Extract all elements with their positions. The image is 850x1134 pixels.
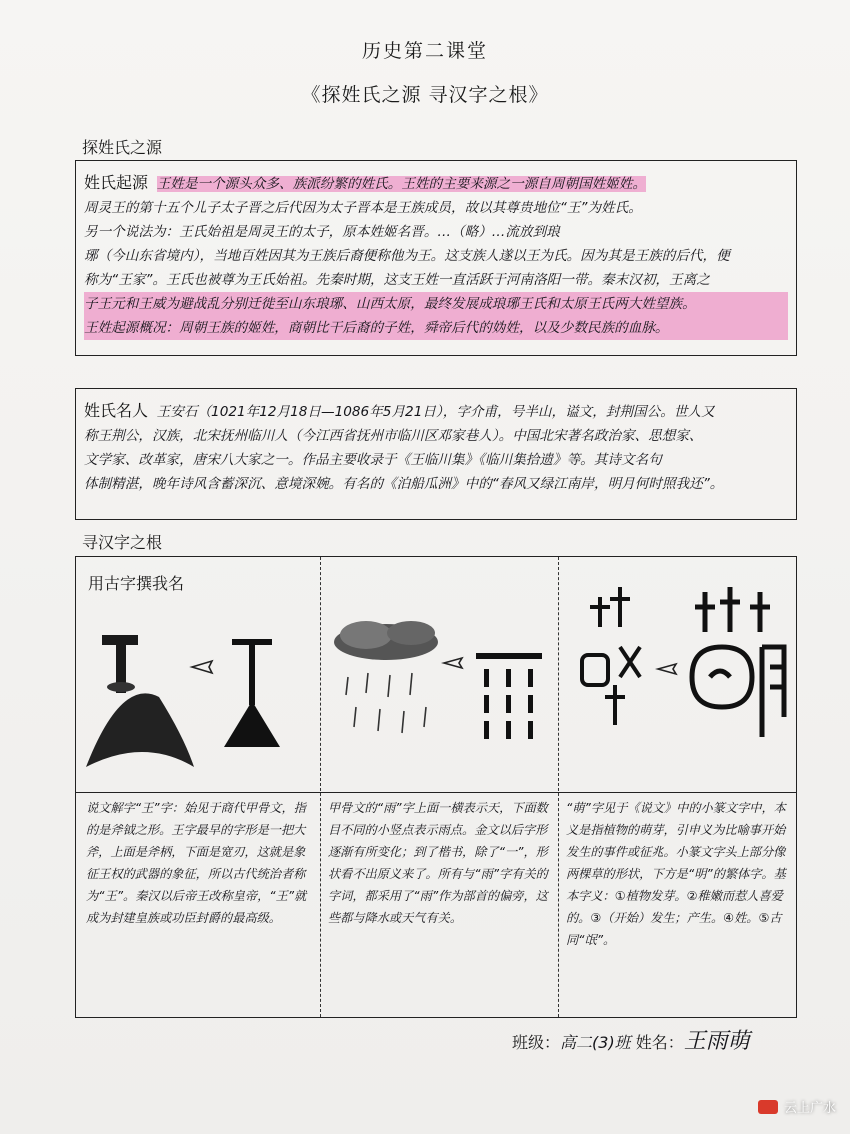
page-subtitle: 《探姓氏之源 寻汉字之根》: [301, 84, 549, 106]
origin-label: 姓氏起源: [84, 173, 149, 192]
hanzi-text-meng: “萌”字见于《说文》中的小篆文字中，本义是指植物的萌芽，引申义为比喻事开始发生的事件或征兆。小篆文字头上部分像两棵草的形状，下方是“明”的繁体字。基本字义：①植物发芽。②稚嫩而惹人喜爱的。③（开始）发生；产生。④姓。⑤古同“氓”。: [566, 801, 786, 947]
student-info: [512, 1030, 750, 1055]
yu-evolution-drawing: [326, 617, 556, 777]
famous-label: 姓氏名人: [84, 401, 149, 420]
watermark-text: 云上广水: [783, 1101, 836, 1116]
famous-line: 文学家、改革家，唐宋八大家之一。作品主要收录于《王临川集》《临川集拾遗》等。其诗文名句: [84, 452, 662, 468]
famous-line: 王安石（1021年12月18日—1086年5月21日），字介甫，号半山，谥文，封荆国公。世人又: [156, 404, 715, 420]
famous-text: [84, 399, 788, 496]
origin-text: [84, 171, 788, 340]
origin-line: 周灵王的第十五个儿子太子晋之后代因为太子晋本是王族成员，故以其尊贵地位“王”为姓氏。: [84, 200, 642, 216]
meng-glyph: [692, 587, 784, 737]
wang-evolution-drawing: [84, 617, 314, 787]
divider-1: [320, 557, 321, 1017]
origin-line: 王姓起源概况：周朝王族的姬姓，商朝比干后裔的子姓，舜帝后代的妫姓，以及少数民族的血脉。: [84, 316, 788, 340]
origin-line: 王姓是一个源头众多、族派纷繁的姓氏。王姓的主要来源之一源自周朝国姓姬姓。: [156, 176, 647, 192]
logo-icon: [758, 1100, 778, 1114]
hanzi-images-row: [76, 557, 796, 793]
meng-evolution-drawing: [570, 577, 795, 777]
famous-line: 体制精湛，晚年诗风含蓄深沉、意境深婉。有名的《泊船瓜洲》中的“春风又绿江南岸，明月何时照我还”。: [84, 476, 724, 492]
hanzi-box: [75, 556, 797, 1018]
origin-line: 另一个说法为：王氏始祖是周灵王的太子，原本姓姬名晋。…（略）…流放到琅: [84, 224, 560, 240]
origin-line: 称为“王家”。王氏也被尊为王氏始祖。先秦时期，这支王姓一直活跃于河南洛阳一带。秦末汉初，王离之: [84, 272, 710, 288]
origin-box: [75, 160, 797, 356]
origin-line: 子王元和王威为避战乱分别迁徙至山东琅琊、山西太原，最终发展成琅琊王氏和太原王氏两大姓望族。: [84, 292, 788, 316]
origin-line: 琊（今山东省境内），当地百姓因其为王族后裔便称他为王。这支族人遂以王为氏。因为其是王族的后代，便: [84, 248, 730, 264]
famous-line: 称王荆公，汉族，北宋抚州临川人（今江西省抚州市临川区邓家巷人）。中国北宋著名政治家、思想家、: [84, 428, 703, 444]
class-value: 高二(3)班: [560, 1033, 631, 1052]
class-label: 班级：: [512, 1033, 561, 1052]
name-value: 王雨萌: [683, 1029, 750, 1054]
watermark: [758, 1097, 836, 1116]
section-heading-origin: 探姓氏之源: [82, 138, 163, 157]
arrow-icon: [444, 658, 462, 668]
divider-2: [558, 557, 559, 1017]
arrow-icon: [192, 661, 212, 673]
page-title: 历史第二课堂: [361, 40, 488, 62]
arrow-icon: [658, 664, 676, 674]
wang-glyph: [224, 701, 280, 747]
yu-glyph: [476, 653, 542, 659]
hanzi-text-yu: 甲骨文的“雨”字上面一横表示天，下面数目不同的小竖点表示雨点。金文以后字形逐渐有所变化；到了楷书，除了“一”，形状看不出原义来了。所有与“雨”字有关的字词，都采用了“雨”作为部首的偏旁，这些都与降水或天气有关。: [328, 801, 548, 925]
name-label: 姓名：: [635, 1033, 684, 1052]
hanzi-panel-label: 用古字撰我名: [88, 574, 185, 593]
hanzi-text-wang: 说文解字“王”字：始见于商代甲骨文，指的是斧钺之形。王字最早的字形是一把大斧，上面是斧柄，下面是宽刃，这就是象征王权的武器的象征，所以古代统治者称为“王”。秦汉以后帝王改称皇帝，“王”就成为封建皇族或功臣封爵的最高级。: [86, 801, 307, 925]
famous-box: [75, 388, 797, 520]
section-heading-hanzi: 寻汉字之根: [82, 533, 163, 552]
axe-blade: [86, 693, 194, 767]
